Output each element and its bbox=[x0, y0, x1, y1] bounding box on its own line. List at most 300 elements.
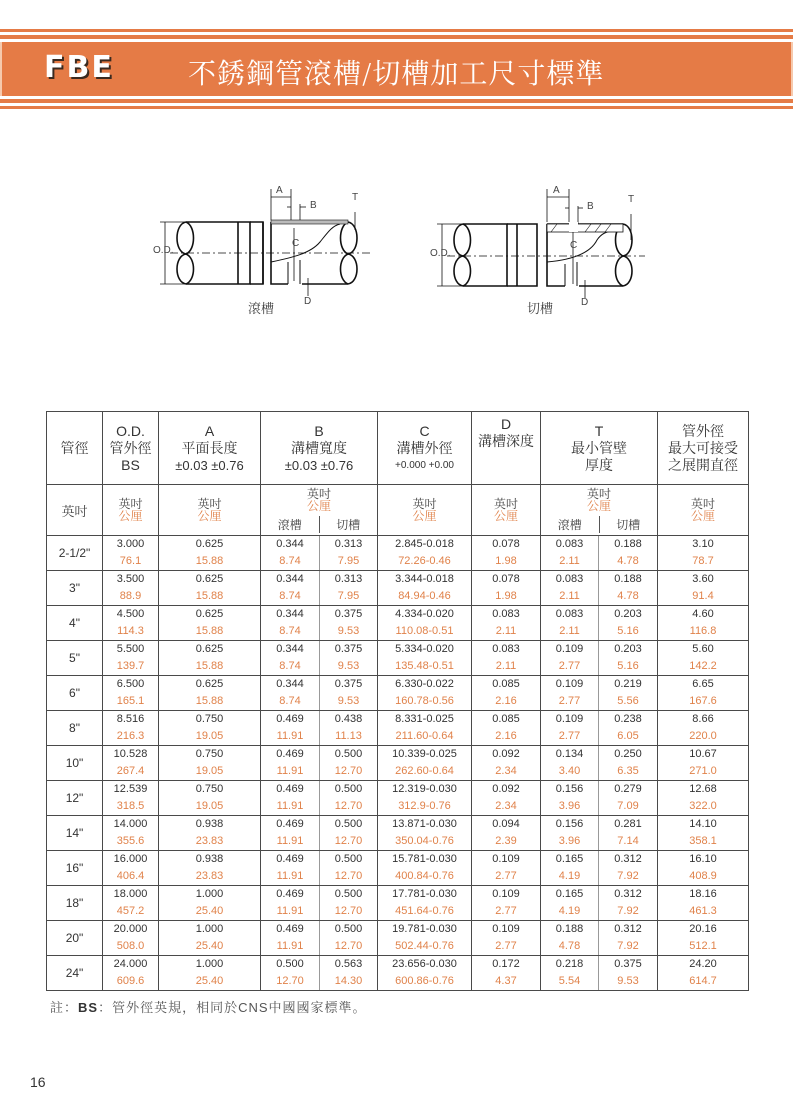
col-header-od: O.D. 管外徑 BS bbox=[103, 412, 159, 485]
diagram-caption-cut: 切槽 bbox=[527, 301, 554, 316]
value-inch: 0.938 bbox=[195, 818, 224, 830]
page-number: 16 bbox=[30, 1074, 46, 1090]
cell-t-roll bbox=[541, 711, 599, 746]
value-inch: 0.083 bbox=[492, 608, 520, 620]
value-mm: 350.04-0.76 bbox=[395, 835, 454, 847]
cell-t-roll bbox=[541, 781, 599, 816]
value-inch: 0.250 bbox=[614, 748, 642, 760]
value-inch: 19.781-0.030 bbox=[392, 923, 457, 935]
cell-c bbox=[378, 886, 472, 921]
value-mm: 7.95 bbox=[337, 555, 360, 567]
value-inch: 0.625 bbox=[195, 538, 224, 550]
header-row bbox=[47, 412, 749, 485]
value-mm: 11.91 bbox=[276, 905, 304, 917]
header-stripe-bottom-1 bbox=[0, 99, 793, 103]
value-mm: 25.40 bbox=[195, 905, 224, 917]
value-mm: 11.91 bbox=[276, 940, 304, 952]
value-inch: 0.750 bbox=[195, 713, 224, 725]
cell-c bbox=[378, 606, 472, 641]
value-mm: 4.19 bbox=[558, 870, 581, 882]
cell-c bbox=[378, 851, 472, 886]
cell-od bbox=[103, 676, 159, 711]
value-inch: 10.67 bbox=[689, 748, 717, 760]
cell-t-cut bbox=[599, 711, 658, 746]
pipe-size: 24" bbox=[47, 956, 103, 991]
cell-b-roll bbox=[261, 816, 320, 851]
value-inch: 0.109 bbox=[555, 678, 584, 690]
cell-t-cut bbox=[599, 746, 658, 781]
value-mm: 14.30 bbox=[334, 975, 363, 987]
unit-b: 英吋 公厘 滾槽 切槽 bbox=[261, 485, 378, 536]
value-inch: 0.938 bbox=[195, 853, 224, 865]
cell-max bbox=[658, 956, 749, 991]
value-mm: 271.0 bbox=[689, 765, 717, 777]
value-inch: 3.000 bbox=[116, 538, 145, 550]
cell-b-cut bbox=[320, 746, 378, 781]
value-mm: 167.6 bbox=[689, 695, 717, 707]
value-mm: 19.05 bbox=[195, 765, 224, 777]
cell-max bbox=[658, 886, 749, 921]
cell-b-cut bbox=[320, 536, 378, 571]
cell-max bbox=[658, 851, 749, 886]
value-inch: 24.000 bbox=[113, 958, 148, 970]
value-inch: 0.109 bbox=[492, 888, 520, 900]
label-t: T bbox=[628, 194, 635, 205]
value-mm: 502.44-0.76 bbox=[395, 940, 454, 952]
cell-t-roll bbox=[541, 571, 599, 606]
value-mm: 7.09 bbox=[617, 800, 639, 812]
value-mm: 600.86-0.76 bbox=[395, 975, 454, 987]
value-inch: 0.375 bbox=[334, 643, 363, 655]
value-mm: 8.74 bbox=[279, 695, 301, 707]
value-mm: 12.70 bbox=[334, 800, 363, 812]
cell-t-roll bbox=[541, 641, 599, 676]
value-inch: 0.750 bbox=[195, 748, 224, 760]
cell-t-cut bbox=[599, 781, 658, 816]
cell-b-roll bbox=[261, 781, 320, 816]
cell-od bbox=[103, 886, 159, 921]
unit-d: 英吋 公厘 bbox=[472, 485, 541, 536]
value-mm: 508.0 bbox=[116, 940, 145, 952]
value-inch: 5.60 bbox=[692, 643, 714, 655]
value-inch: 10.528 bbox=[113, 748, 148, 760]
value-inch: 0.469 bbox=[276, 713, 304, 725]
pipe-size: 8" bbox=[47, 711, 103, 746]
cell-d bbox=[472, 886, 541, 921]
cell-b-cut bbox=[320, 676, 378, 711]
value-inch: 0.344 bbox=[276, 573, 304, 585]
value-inch: 0.203 bbox=[614, 608, 642, 620]
pipe-size: 16" bbox=[47, 851, 103, 886]
value-inch: 0.092 bbox=[492, 783, 520, 795]
value-inch: 8.66 bbox=[692, 713, 714, 725]
label-a: A bbox=[553, 185, 560, 196]
value-mm: 2.34 bbox=[495, 765, 517, 777]
value-mm: 8.74 bbox=[279, 660, 301, 672]
table-row bbox=[47, 641, 749, 676]
value-mm: 2.77 bbox=[495, 940, 517, 952]
value-mm: 11.91 bbox=[276, 800, 304, 812]
value-inch: 0.203 bbox=[614, 643, 642, 655]
table-row bbox=[47, 781, 749, 816]
value-mm: 19.05 bbox=[195, 730, 224, 742]
value-inch: 0.109 bbox=[555, 643, 584, 655]
value-inch: 0.469 bbox=[276, 888, 304, 900]
value-mm: 2.11 bbox=[559, 555, 580, 567]
unit-c: 英吋 公厘 bbox=[378, 485, 472, 536]
value-inch: 6.330-0.022 bbox=[395, 678, 454, 690]
cell-c bbox=[378, 711, 472, 746]
value-mm: 12.70 bbox=[334, 765, 363, 777]
value-inch: 0.188 bbox=[614, 538, 642, 550]
value-mm: 11.13 bbox=[335, 730, 362, 742]
value-inch: 0.109 bbox=[555, 713, 584, 725]
value-mm: 408.9 bbox=[689, 870, 717, 882]
value-inch: 0.500 bbox=[334, 818, 363, 830]
pipe-size: 20" bbox=[47, 921, 103, 956]
cell-max bbox=[658, 711, 749, 746]
value-mm: 12.70 bbox=[334, 835, 363, 847]
value-mm: 12.70 bbox=[334, 940, 363, 952]
col-header-d: D 溝槽深度 bbox=[472, 412, 541, 485]
value-mm: 2.11 bbox=[559, 590, 580, 602]
label-c: C bbox=[570, 240, 578, 251]
value-inch: 3.60 bbox=[692, 573, 714, 585]
value-mm: 2.77 bbox=[495, 870, 517, 882]
value-mm: 4.37 bbox=[495, 975, 517, 987]
value-mm: 9.53 bbox=[337, 625, 360, 637]
header-stripe-top-1 bbox=[0, 29, 793, 32]
cell-a bbox=[159, 781, 261, 816]
value-mm: 15.88 bbox=[195, 590, 224, 602]
cell-a bbox=[159, 956, 261, 991]
cell-od bbox=[103, 851, 159, 886]
col-header-max: 管外徑 最大可接受 之展開直徑 bbox=[658, 412, 749, 485]
value-mm: 4.78 bbox=[617, 555, 639, 567]
value-mm: 4.78 bbox=[617, 590, 639, 602]
cell-t-cut bbox=[599, 886, 658, 921]
value-mm: 318.5 bbox=[116, 800, 145, 812]
label-d: D bbox=[304, 296, 312, 307]
cell-max bbox=[658, 781, 749, 816]
cell-d bbox=[472, 641, 541, 676]
value-inch: 0.313 bbox=[334, 573, 363, 585]
cell-max bbox=[658, 641, 749, 676]
cell-t-cut bbox=[599, 536, 658, 571]
groove-spec-table bbox=[46, 411, 749, 991]
cell-od bbox=[103, 641, 159, 676]
value-inch: 0.172 bbox=[492, 958, 520, 970]
cell-b-roll bbox=[261, 851, 320, 886]
value-mm: 2.77 bbox=[495, 905, 517, 917]
value-mm: 12.70 bbox=[276, 975, 304, 987]
cell-a bbox=[159, 746, 261, 781]
value-inch: 6.65 bbox=[692, 678, 714, 690]
value-mm: 76.1 bbox=[119, 555, 142, 567]
value-inch: 14.10 bbox=[689, 818, 717, 830]
value-mm: 8.74 bbox=[279, 590, 301, 602]
cell-t-roll bbox=[541, 886, 599, 921]
value-inch: 4.500 bbox=[116, 608, 145, 620]
cell-od bbox=[103, 781, 159, 816]
value-inch: 12.539 bbox=[113, 783, 148, 795]
value-inch: 0.312 bbox=[614, 853, 642, 865]
unit-size: 英吋 bbox=[47, 485, 103, 536]
value-inch: 1.000 bbox=[195, 958, 224, 970]
value-mm: 2.16 bbox=[495, 730, 517, 742]
cell-d bbox=[472, 711, 541, 746]
value-inch: 0.500 bbox=[334, 783, 363, 795]
table-row bbox=[47, 956, 749, 991]
roll-groove-diagram bbox=[150, 184, 375, 319]
value-inch: 15.781-0.030 bbox=[392, 853, 457, 865]
value-inch: 0.469 bbox=[276, 853, 304, 865]
value-inch: 0.500 bbox=[276, 958, 304, 970]
page-title: 不銹鋼管滾槽/切槽加工尺寸標準 bbox=[188, 57, 605, 90]
value-mm: 2.77 bbox=[558, 660, 581, 672]
value-mm: 25.40 bbox=[195, 940, 224, 952]
cell-a bbox=[159, 536, 261, 571]
value-mm: 15.88 bbox=[195, 625, 224, 637]
value-mm: 6.05 bbox=[617, 730, 639, 742]
cell-b-roll bbox=[261, 676, 320, 711]
value-mm: 135.48-0.51 bbox=[395, 660, 454, 672]
cell-d bbox=[472, 956, 541, 991]
value-mm: 614.7 bbox=[689, 975, 717, 987]
header-stripe-top-2 bbox=[0, 35, 793, 39]
table-body bbox=[47, 536, 749, 991]
value-inch: 20.000 bbox=[113, 923, 148, 935]
value-inch: 0.188 bbox=[555, 923, 584, 935]
cell-c bbox=[378, 921, 472, 956]
col-header-c: C 溝槽外徑 +0.000 +0.00 bbox=[378, 412, 472, 485]
value-mm: 2.77 bbox=[558, 730, 581, 742]
value-mm: 2.11 bbox=[495, 625, 517, 637]
value-inch: 0.109 bbox=[492, 923, 520, 935]
value-mm: 9.53 bbox=[337, 695, 360, 707]
value-mm: 2.77 bbox=[558, 695, 581, 707]
value-mm: 88.9 bbox=[119, 590, 142, 602]
label-c: C bbox=[292, 238, 300, 249]
value-inch: 0.500 bbox=[334, 748, 363, 760]
value-mm: 267.4 bbox=[116, 765, 145, 777]
value-inch: 0.083 bbox=[555, 608, 584, 620]
value-inch: 0.085 bbox=[492, 678, 520, 690]
table-row bbox=[47, 536, 749, 571]
value-inch: 0.219 bbox=[614, 678, 642, 690]
cell-t-roll bbox=[541, 536, 599, 571]
cell-t-cut bbox=[599, 921, 658, 956]
header-stripe-bottom-2 bbox=[0, 106, 793, 109]
cell-c bbox=[378, 781, 472, 816]
cell-b-cut bbox=[320, 956, 378, 991]
value-mm: 355.6 bbox=[116, 835, 145, 847]
cell-d bbox=[472, 746, 541, 781]
value-mm: 400.84-0.76 bbox=[395, 870, 454, 882]
value-mm: 23.83 bbox=[195, 870, 224, 882]
cell-od bbox=[103, 921, 159, 956]
value-inch: 0.085 bbox=[492, 713, 520, 725]
label-b: B bbox=[310, 200, 317, 211]
value-inch: 0.625 bbox=[195, 573, 224, 585]
value-mm: 7.92 bbox=[617, 940, 639, 952]
footnote: 註：BS：管外徑英規，相同於CNS中國國家標準。 bbox=[50, 1000, 367, 1015]
value-mm: 312.9-0.76 bbox=[398, 800, 451, 812]
value-inch: 8.516 bbox=[116, 713, 145, 725]
cell-t-roll bbox=[541, 851, 599, 886]
label-t: T bbox=[352, 192, 359, 203]
cell-a bbox=[159, 921, 261, 956]
cell-c bbox=[378, 746, 472, 781]
unit-t-roll: 滾槽 bbox=[541, 516, 600, 533]
value-inch: 0.078 bbox=[492, 573, 520, 585]
value-inch: 0.156 bbox=[555, 818, 584, 830]
table-row bbox=[47, 571, 749, 606]
diagram-caption-roll: 滾槽 bbox=[248, 301, 275, 316]
value-inch: 0.344 bbox=[276, 643, 304, 655]
value-mm: 5.16 bbox=[617, 660, 639, 672]
value-inch: 14.000 bbox=[113, 818, 148, 830]
pipe-size: 3" bbox=[47, 571, 103, 606]
pipe-size: 18" bbox=[47, 886, 103, 921]
cell-b-cut bbox=[320, 921, 378, 956]
value-mm: 15.88 bbox=[195, 695, 224, 707]
cell-b-cut bbox=[320, 571, 378, 606]
value-inch: 0.312 bbox=[614, 923, 642, 935]
value-inch: 13.871-0.030 bbox=[392, 818, 457, 830]
value-inch: 20.16 bbox=[689, 923, 717, 935]
cell-od bbox=[103, 816, 159, 851]
value-mm: 11.91 bbox=[276, 870, 304, 882]
value-inch: 5.500 bbox=[116, 643, 145, 655]
cell-b-roll bbox=[261, 571, 320, 606]
cell-a bbox=[159, 571, 261, 606]
cell-b-cut bbox=[320, 816, 378, 851]
value-mm: 139.7 bbox=[116, 660, 145, 672]
unit-row bbox=[47, 485, 749, 536]
col-header-b: B 溝槽寬度 ±0.03 ±0.76 bbox=[261, 412, 378, 485]
value-inch: 0.281 bbox=[614, 818, 642, 830]
value-inch: 0.438 bbox=[334, 713, 363, 725]
value-mm: 7.14 bbox=[617, 835, 639, 847]
value-inch: 17.781-0.030 bbox=[392, 888, 457, 900]
value-mm: 5.56 bbox=[617, 695, 639, 707]
value-mm: 7.92 bbox=[617, 905, 639, 917]
value-inch: 10.339-0.025 bbox=[392, 748, 457, 760]
value-inch: 0.625 bbox=[195, 643, 224, 655]
value-inch: 0.750 bbox=[195, 783, 224, 795]
value-inch: 0.375 bbox=[334, 678, 363, 690]
value-mm: 451.64-0.76 bbox=[395, 905, 454, 917]
value-inch: 2.845-0.018 bbox=[395, 538, 454, 550]
cell-t-cut bbox=[599, 606, 658, 641]
unit-b-roll: 滾槽 bbox=[261, 516, 320, 533]
value-inch: 0.083 bbox=[555, 573, 584, 585]
value-inch: 3.500 bbox=[116, 573, 145, 585]
cell-d bbox=[472, 851, 541, 886]
cell-a bbox=[159, 816, 261, 851]
value-inch: 12.68 bbox=[689, 783, 717, 795]
cell-b-roll bbox=[261, 536, 320, 571]
value-inch: 18.000 bbox=[113, 888, 148, 900]
col-header-a: A 平面長度 ±0.03 ±0.76 bbox=[159, 412, 261, 485]
cell-a bbox=[159, 851, 261, 886]
value-mm: 3.40 bbox=[558, 765, 581, 777]
value-inch: 16.000 bbox=[113, 853, 148, 865]
label-od: O.D. bbox=[430, 248, 451, 259]
value-inch: 0.344 bbox=[276, 538, 304, 550]
unit-t: 英吋 公厘 滾槽 切槽 bbox=[541, 485, 658, 536]
cell-od bbox=[103, 711, 159, 746]
cell-a bbox=[159, 676, 261, 711]
value-inch: 0.375 bbox=[614, 958, 642, 970]
pipe-size: 2-1/2" bbox=[47, 536, 103, 571]
cell-t-cut bbox=[599, 571, 658, 606]
value-inch: 0.165 bbox=[555, 853, 584, 865]
unit-a: 英吋 公厘 bbox=[159, 485, 261, 536]
value-mm: 4.78 bbox=[558, 940, 581, 952]
value-inch: 0.238 bbox=[614, 713, 642, 725]
value-inch: 0.500 bbox=[334, 853, 363, 865]
value-mm: 3.96 bbox=[558, 835, 581, 847]
cell-d bbox=[472, 921, 541, 956]
value-inch: 0.344 bbox=[276, 608, 304, 620]
cell-max bbox=[658, 816, 749, 851]
value-inch: 0.563 bbox=[334, 958, 363, 970]
value-mm: 322.0 bbox=[689, 800, 717, 812]
value-mm: 6.35 bbox=[617, 765, 639, 777]
value-mm: 110.08-0.51 bbox=[395, 625, 454, 637]
value-mm: 2.11 bbox=[495, 660, 517, 672]
pipe-size: 6" bbox=[47, 676, 103, 711]
unit-t-cut: 切槽 bbox=[616, 518, 641, 532]
cell-c bbox=[378, 641, 472, 676]
cell-c bbox=[378, 571, 472, 606]
cell-t-roll bbox=[541, 921, 599, 956]
value-mm: 11.91 bbox=[276, 765, 304, 777]
value-mm: 8.74 bbox=[279, 625, 301, 637]
value-inch: 0.344 bbox=[276, 678, 304, 690]
value-mm: 1.98 bbox=[495, 555, 517, 567]
pipe-size: 14" bbox=[47, 816, 103, 851]
value-mm: 15.88 bbox=[195, 555, 224, 567]
value-inch: 0.156 bbox=[555, 783, 584, 795]
cell-c bbox=[378, 536, 472, 571]
cell-t-cut bbox=[599, 676, 658, 711]
cell-b-cut bbox=[320, 851, 378, 886]
value-inch: 0.469 bbox=[276, 923, 304, 935]
value-mm: 116.8 bbox=[689, 625, 717, 637]
value-mm: 7.92 bbox=[617, 870, 639, 882]
cell-t-roll bbox=[541, 956, 599, 991]
value-inch: 23.656-0.030 bbox=[392, 958, 457, 970]
value-mm: 3.96 bbox=[558, 800, 581, 812]
value-mm: 2.39 bbox=[495, 835, 517, 847]
value-mm: 358.1 bbox=[689, 835, 717, 847]
value-inch: 6.500 bbox=[116, 678, 145, 690]
value-mm: 9.53 bbox=[337, 660, 360, 672]
value-inch: 4.334-0.020 bbox=[395, 608, 454, 620]
col-header-t: T 最小管壁 厚度 bbox=[541, 412, 658, 485]
value-mm: 25.40 bbox=[195, 975, 224, 987]
cell-od bbox=[103, 571, 159, 606]
value-mm: 216.3 bbox=[116, 730, 145, 742]
value-inch: 0.625 bbox=[195, 608, 224, 620]
value-mm: 5.16 bbox=[617, 625, 639, 637]
unit-max: 英吋 公厘 bbox=[658, 485, 749, 536]
cell-b-cut bbox=[320, 886, 378, 921]
cell-b-roll bbox=[261, 606, 320, 641]
